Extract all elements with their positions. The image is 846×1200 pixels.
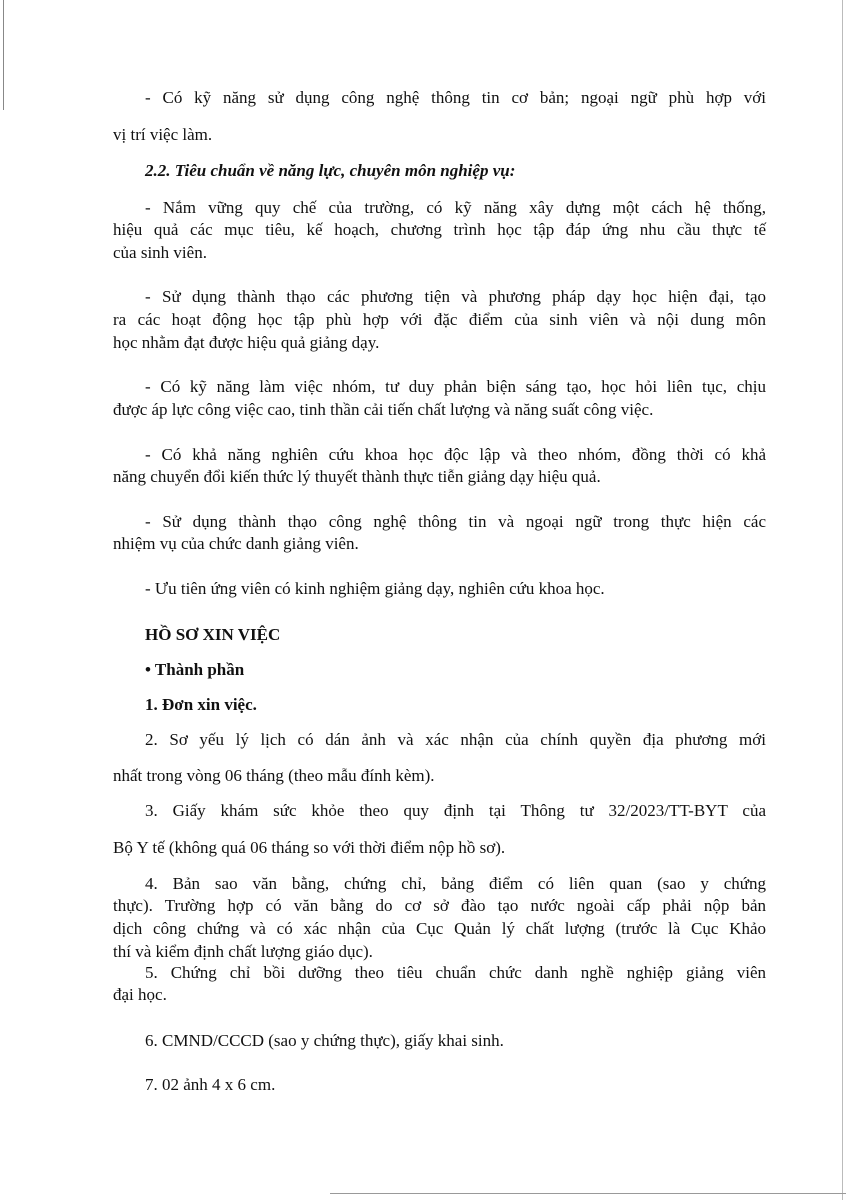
list-item: 6. CMND/CCCD (sao y chứng thực), giấy khai sinh. — [145, 1031, 504, 1050]
list-item: 3. Giấy khám sức khỏe theo quy định tại Thông tư 32/2023/TT-BYT của — [145, 801, 766, 820]
text-line: - Sử dụng thành thạo công nghệ thông tin và ngoại ngữ trong thực hiện các — [145, 512, 766, 531]
list-item: 1. Đơn xin việc. — [145, 695, 257, 714]
text-line: thực). Trường hợp có văn bằng do cơ sở đào tạo nước ngoài cấp phải nộp bản — [113, 896, 766, 915]
section-heading: HỒ SƠ XIN VIỆC — [145, 625, 281, 644]
text-line: vị trí việc làm. — [113, 125, 213, 144]
text-line: - Có kỹ năng làm việc nhóm, tư duy phản biện sáng tạo, học hỏi liên tục, chịu — [145, 377, 766, 396]
text-line: được áp lực công việc cao, tinh thần cải tiến chất lượng và năng suất công việc. — [113, 400, 654, 419]
text-line: dịch công chứng và có xác nhận của Cục Quản lý chất lượng (trước là Cục Khảo — [113, 919, 766, 938]
text-line: thí và kiểm định chất lượng giáo dục). — [113, 942, 373, 961]
text-line: nhất trong vòng 06 tháng (theo mẫu đính kèm). — [113, 766, 435, 785]
list-item: 4. Bản sao văn bằng, chứng chỉ, bảng điểm có liên quan (sao y chứng — [145, 874, 766, 893]
text-line: - Có kỹ năng sử dụng công nghệ thông tin cơ bản; ngoại ngữ phù hợp với — [145, 88, 766, 107]
scan-edge-left — [3, 0, 4, 110]
subheading-bullet: • Thành phần — [145, 660, 245, 679]
text-line: - Nắm vững quy chế của trường, có kỹ năng xây dựng một cách hệ thống, — [145, 198, 766, 217]
text-line: hiệu quả các mục tiêu, kế hoạch, chương trình học tập đáp ứng nhu cầu thực tế — [113, 220, 766, 239]
text-line: - Sử dụng thành thạo các phương tiện và phương pháp dạy học hiện đại, tạo — [145, 287, 766, 306]
text-line: đại học. — [113, 985, 167, 1004]
list-item: 5. Chứng chỉ bồi dưỡng theo tiêu chuẩn chức danh nghề nghiệp giảng viên — [145, 963, 766, 982]
text-line: năng chuyển đổi kiến thức lý thuyết thành thực tiễn giảng dạy hiệu quả. — [113, 467, 601, 486]
list-item: 2. Sơ yếu lý lịch có dán ảnh và xác nhận của chính quyền địa phương mới — [145, 730, 766, 749]
scan-edge-right — [842, 0, 843, 1200]
text-line: nhiệm vụ của chức danh giảng viên. — [113, 534, 359, 553]
list-item: 7. 02 ảnh 4 x 6 cm. — [145, 1075, 276, 1094]
scan-edge-bottom — [330, 1193, 846, 1194]
text-line: học nhằm đạt được hiệu quả giảng dạy. — [113, 333, 380, 352]
text-line: của sinh viên. — [113, 243, 207, 262]
text-line: - Có khả năng nghiên cứu khoa học độc lập và theo nhóm, đồng thời có khả — [145, 445, 766, 464]
text-line: ra các hoạt động học tập phù hợp với đặc điểm của sinh viên và nội dung môn — [113, 310, 766, 329]
text-line: Bộ Y tế (không quá 06 tháng so với thời điểm nộp hồ sơ). — [113, 838, 506, 857]
section-heading: 2.2. Tiêu chuẩn về năng lực, chuyên môn nghiệp vụ: — [145, 161, 516, 180]
text-line: - Ưu tiên ứng viên có kinh nghiệm giảng dạy, nghiên cứu khoa học. — [145, 579, 605, 598]
